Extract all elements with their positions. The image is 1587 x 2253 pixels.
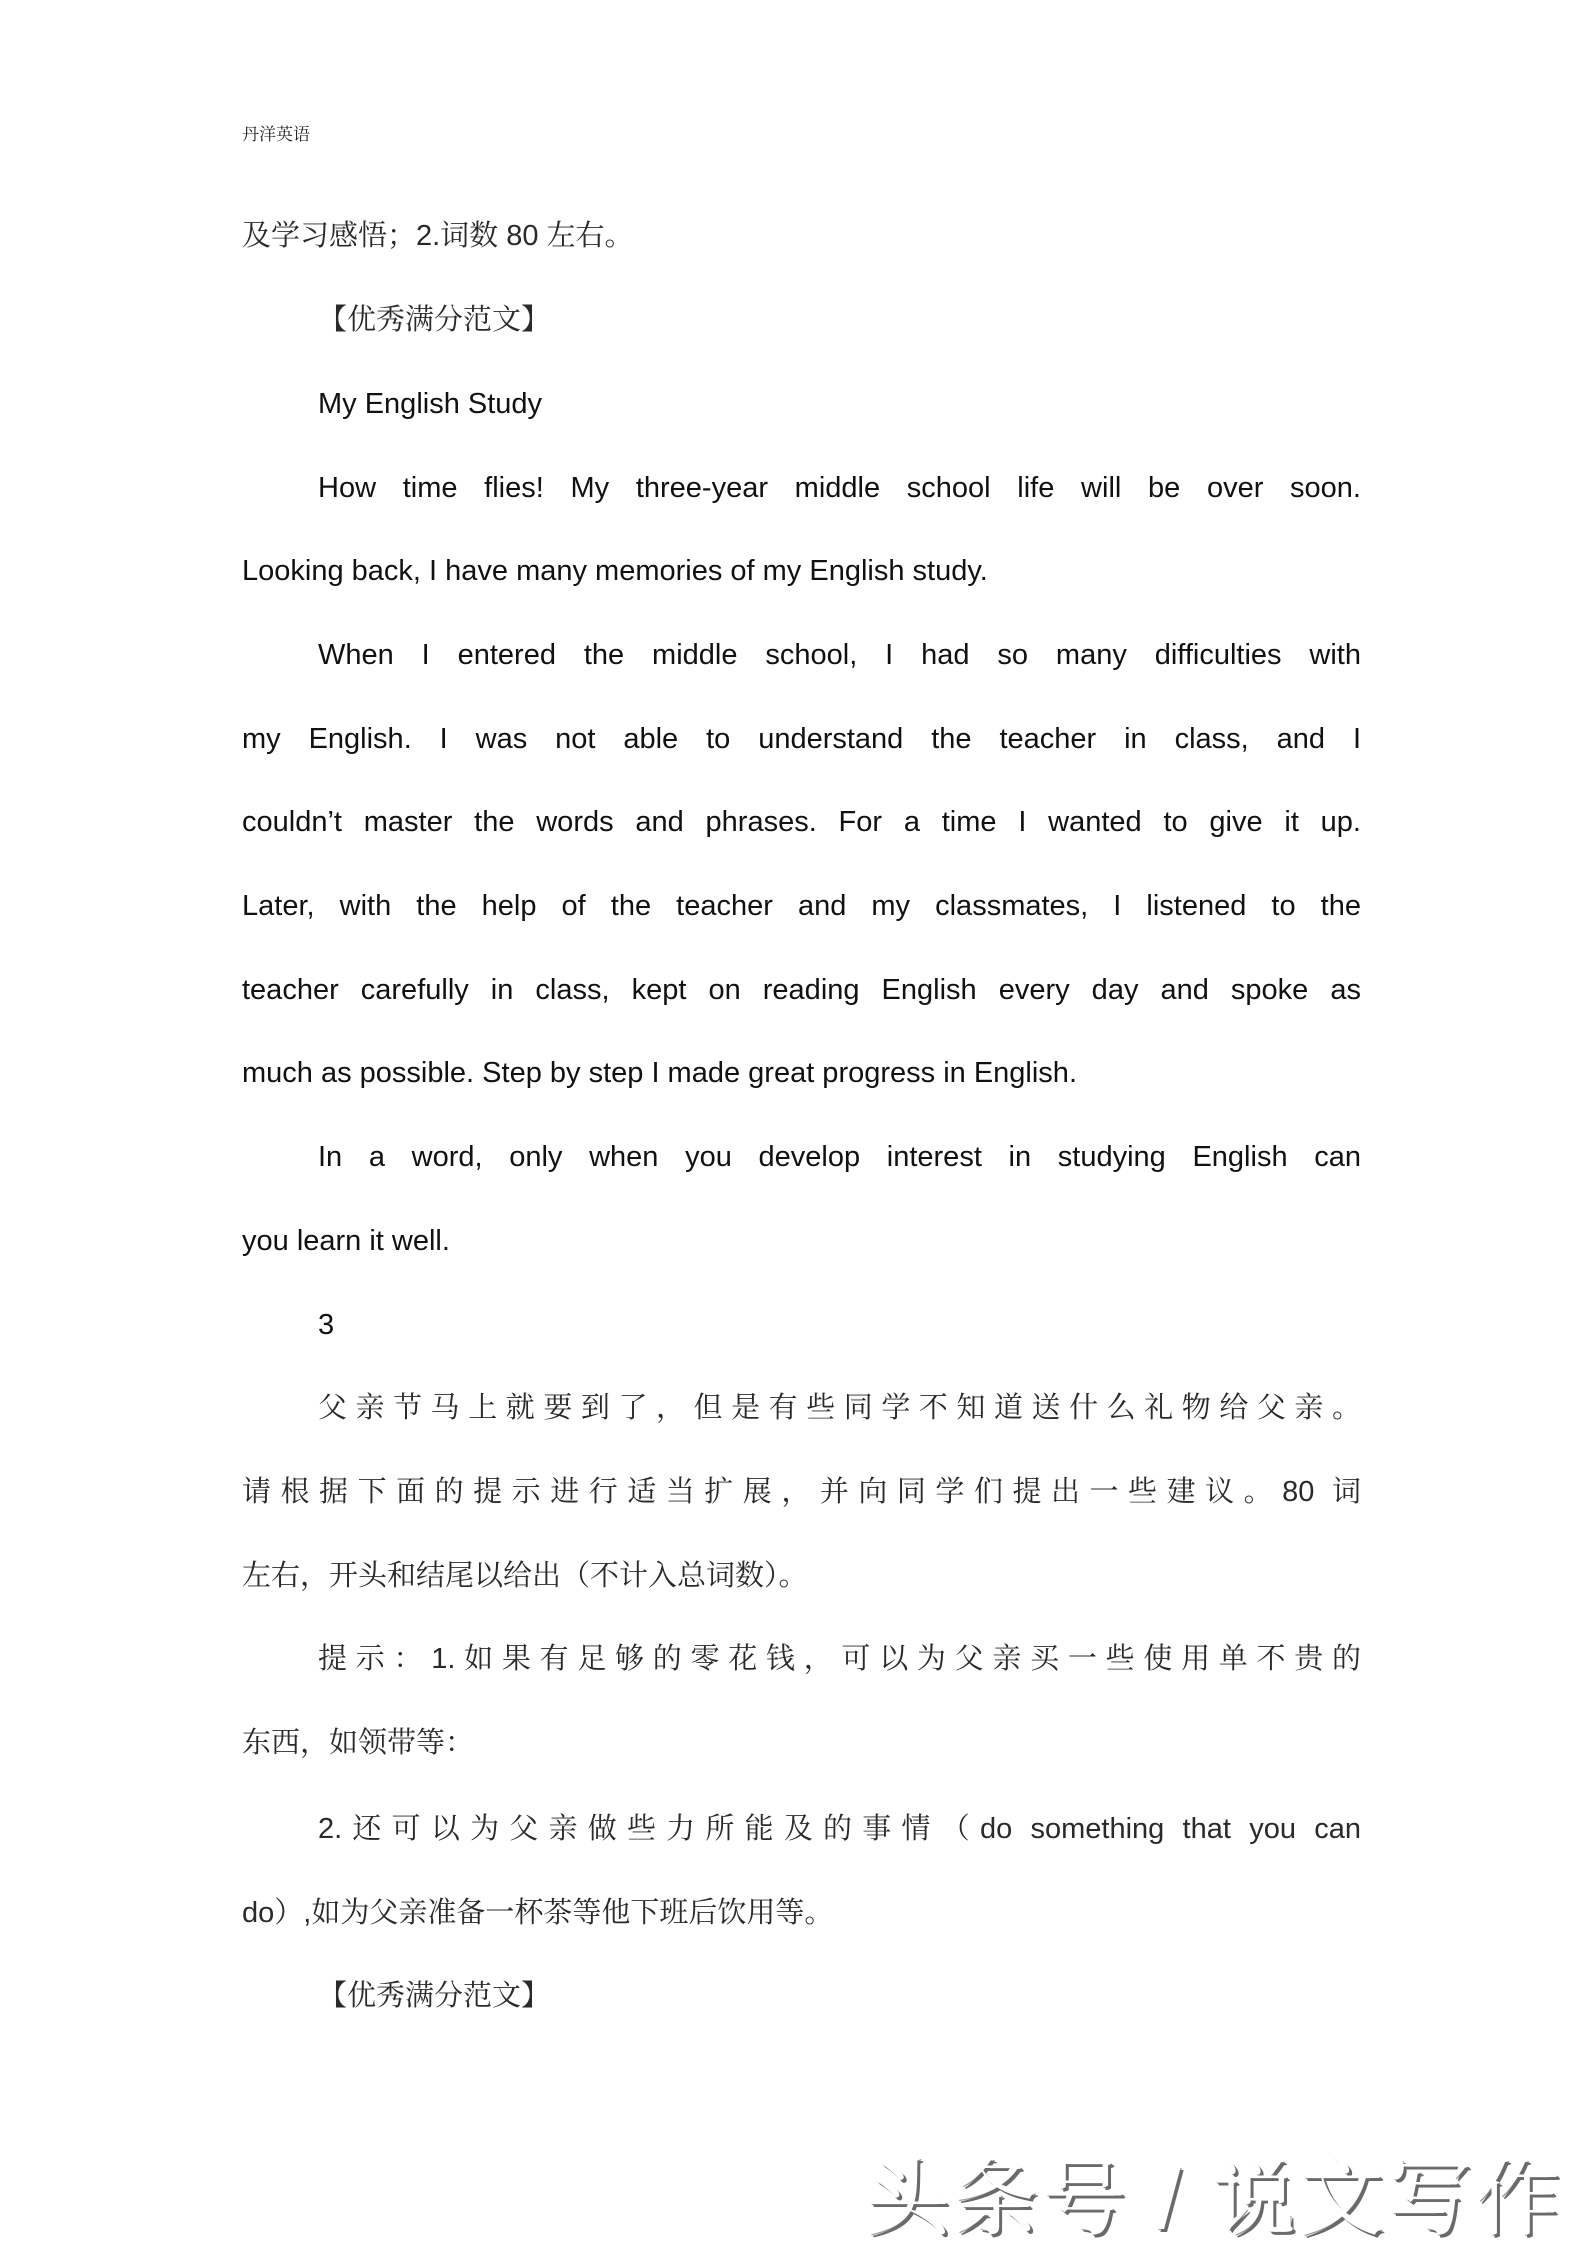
hint-line: 提示：1.如果有足够的零花钱，可以为父亲买一些使用单不贵的: [318, 1643, 1361, 1675]
essay-paragraph-line: When I entered the middle school, I had so many difficulties with: [318, 639, 1361, 671]
essay-paragraph-line: teacher carefully in class, kept on reading English every day and spoke as: [242, 974, 1361, 1006]
sample-essay-heading: 【优秀满分范文】: [318, 304, 551, 336]
watermark: 头条号 / 说文写作: [866, 2152, 1565, 2246]
question-prompt-line: 父亲节马上就要到了，但是有些同学不知道送什么礼物给父亲。: [318, 1392, 1361, 1424]
sample-essay-heading: 【优秀满分范文】: [318, 1980, 551, 2012]
essay-paragraph-line: Later, with the help of the teacher and my classmates, I listened to the: [242, 890, 1361, 922]
essay-paragraph-line: you learn it well.: [242, 1225, 450, 1257]
hint-line: 东西，如领带等：: [242, 1727, 475, 1759]
essay-paragraph-line: my English. I was not able to understand the teacher in class, and I: [242, 723, 1361, 755]
essay-paragraph-line: much as possible. Step by step I made great progress in English.: [242, 1057, 1077, 1089]
question-prompt-line: 左右，开头和结尾以给出（不计入总词数）。: [242, 1560, 808, 1592]
essay-paragraph-line: couldn’t master the words and phrases. For a time I wanted to give it up.: [242, 806, 1361, 838]
hint-line: do）,如为父亲准备一杯茶等他下班后饮用等。: [242, 1897, 834, 1929]
prompt-requirement-line: 及学习感悟；2.词数 80 左右。: [242, 220, 634, 252]
essay-paragraph-line: Looking back, I have many memories of my English study.: [242, 555, 988, 587]
essay-title: My English Study: [318, 388, 543, 420]
question-number: 3: [318, 1309, 335, 1341]
hint-line: 2.还可以为父亲做些力所能及的事情（do something that you can: [318, 1813, 1361, 1845]
essay-paragraph-line: How time flies! My three-year middle school life will be over soon.: [318, 472, 1361, 504]
question-prompt-line: 请根据下面的提示进行适当扩展，并向同学们提出一些建议。80 词: [242, 1476, 1361, 1508]
essay-paragraph-line: In a word, only when you develop interest in studying English can: [318, 1141, 1361, 1173]
page-header: 丹洋英语: [242, 125, 310, 144]
